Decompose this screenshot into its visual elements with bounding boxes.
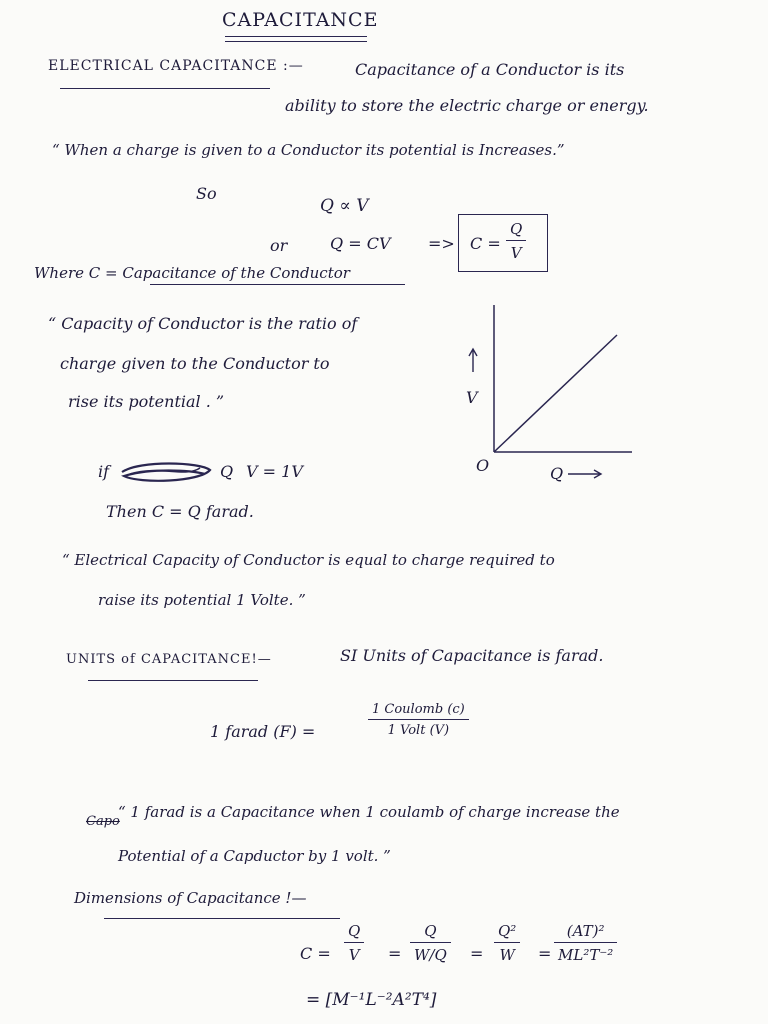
dim-c-equals: C = bbox=[300, 944, 331, 963]
charge-equation: Q = CV bbox=[330, 234, 391, 253]
definition-line-1: Capacitance of a Conductor is its bbox=[355, 60, 625, 79]
dim-fraction-2-numerator: Q bbox=[424, 922, 437, 940]
quote-charge-required-line-2: raise its potential 1 Volte. ” bbox=[98, 591, 306, 609]
dim-fraction-2-denominator: W/Q bbox=[414, 946, 447, 964]
dim-equals-2: = bbox=[470, 944, 484, 963]
section-heading-units: UNITS of CAPACITANCE!— bbox=[66, 652, 272, 667]
proportionality-relation: Q ∝ V bbox=[320, 196, 369, 216]
dim-fraction-1-numerator: Q bbox=[348, 922, 361, 940]
dim-fraction-3 bbox=[494, 922, 520, 964]
so-text: So bbox=[196, 184, 217, 203]
farad-definition-line-2: Potential of a Capductor by 1 volt. ” bbox=[118, 847, 391, 865]
farad-fraction bbox=[368, 702, 469, 738]
dimension-result: = [M⁻¹L⁻²A²T⁴] bbox=[306, 990, 437, 1010]
dim-fraction-3-numerator: Q² bbox=[498, 922, 517, 940]
section-heading-electrical-capacitance: ELECTRICAL CAPACITANCE :— bbox=[48, 58, 304, 74]
dim-fraction-3-denominator: W bbox=[499, 946, 515, 964]
definition-line-2: ability to store the electric charge or energy. bbox=[285, 96, 649, 115]
section-heading-dimensions: Dimensions of Capacitance !— bbox=[74, 889, 307, 907]
capo-scribble-label: Capo bbox=[86, 814, 120, 829]
if-text: if bbox=[98, 462, 110, 481]
dimensions-underline bbox=[104, 918, 340, 919]
or-text: or bbox=[270, 236, 288, 255]
where-c-definition: Where C = Capacitance of the Conductor bbox=[34, 264, 350, 282]
dim-fraction-1-denominator: V bbox=[348, 946, 360, 964]
then-c-farad: Then C = Q farad. bbox=[106, 502, 254, 521]
dim-equals-3: = bbox=[538, 944, 552, 963]
quote-ratio-line-3: rise its potential . ” bbox=[68, 392, 225, 411]
units-underline bbox=[88, 680, 258, 681]
boxed-fraction-numerator: Q bbox=[510, 220, 523, 238]
dim-fraction-4-numerator: (AT)² bbox=[566, 922, 605, 940]
quote-potential-increases: “ When a charge is given to a Conductor its potential is Increases.” bbox=[52, 141, 565, 159]
dim-fraction-1 bbox=[344, 922, 364, 964]
if-q-symbol: Q bbox=[220, 462, 234, 481]
graph-y-label: V bbox=[466, 388, 478, 407]
farad-numerator: 1 Coulomb (c) bbox=[372, 702, 465, 717]
dim-equals-1: = bbox=[388, 944, 402, 963]
quote-charge-required-line-1: “ Electrical Capacity of Conductor is equal to charge required to bbox=[62, 551, 555, 569]
quote-ratio-line-1: “ Capacity of Conductor is the ratio of bbox=[48, 314, 358, 333]
farad-denominator: 1 Volt (V) bbox=[387, 723, 450, 738]
farad-lhs: 1 farad (F) = bbox=[210, 722, 316, 741]
boxed-fraction-denominator: V bbox=[510, 244, 522, 262]
implies-arrow: => bbox=[428, 234, 455, 253]
farad-definition-line-1: “ 1 farad is a Capacitance when 1 coulamb of charge increase the bbox=[118, 803, 620, 821]
quote-ratio-line-2: charge given to the Conductor to bbox=[60, 354, 330, 373]
si-unit-statement: SI Units of Capacitance is farad. bbox=[340, 646, 604, 665]
dim-fraction-2 bbox=[410, 922, 451, 964]
dim-fraction-4-denominator: ML²T⁻² bbox=[558, 946, 614, 964]
voltage-condition: V = 1V bbox=[246, 462, 303, 481]
page-title: CAPACITANCE bbox=[222, 9, 379, 31]
boxed-c-equals: C = bbox=[470, 234, 501, 253]
dim-fraction-4 bbox=[554, 922, 617, 964]
graph-origin: O bbox=[476, 456, 490, 475]
graph-x-label: Q bbox=[550, 464, 564, 483]
